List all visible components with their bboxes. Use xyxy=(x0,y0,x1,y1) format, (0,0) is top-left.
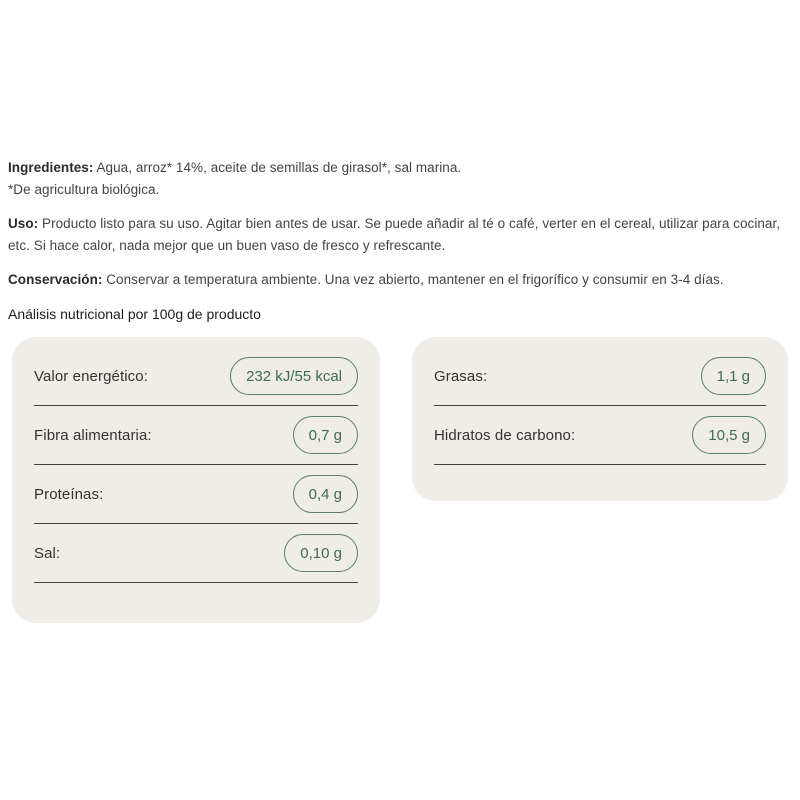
ingredients-label: Ingredientes: xyxy=(8,160,94,175)
nutrition-heading: Análisis nutricional por 100g de producto xyxy=(8,306,261,322)
table-row xyxy=(434,347,766,406)
table-row xyxy=(34,465,358,524)
nutrient-value: 232 kJ/55 kcal xyxy=(246,367,342,385)
nutrient-value: 0,4 g xyxy=(308,485,342,503)
nutrient-value: 0,7 g xyxy=(308,426,342,444)
usage-text: Producto listo para su uso. Agitar bien antes de usar. Se puede añadir al té o café, verter en el cereal, utilizar para cocinar, etc. Si hace calor, nada mejor que un buen vaso de fresco y refrescante. xyxy=(8,216,781,253)
ingredients-text: Agua, arroz* 14%, aceite de semillas de girasol*, sal marina. xyxy=(96,160,462,175)
table-row xyxy=(434,406,766,465)
nutrient-label: Grasas: xyxy=(434,367,488,385)
ingredients-paragraph xyxy=(8,157,792,201)
usage-label: Uso: xyxy=(8,216,39,231)
nutrient-value-pill xyxy=(284,534,358,572)
nutrient-label: Fibra alimentaria: xyxy=(34,426,152,444)
nutrient-value: 1,1 g xyxy=(716,367,750,385)
table-row xyxy=(34,524,358,583)
nutrient-value-pill xyxy=(230,357,358,395)
nutrient-label: Valor energético: xyxy=(34,367,148,385)
nutrient-value-pill xyxy=(293,416,358,454)
nutrient-value-pill xyxy=(701,357,766,395)
nutrient-label: Proteínas: xyxy=(34,485,104,503)
storage-paragraph xyxy=(8,269,792,291)
storage-label: Conservación: xyxy=(8,272,103,287)
nutrition-panels xyxy=(12,337,792,623)
nutrient-value: 10,5 g xyxy=(708,426,750,444)
nutrient-value: 0,10 g xyxy=(300,544,342,562)
nutrition-panel-left xyxy=(12,337,380,623)
nutrient-value-pill xyxy=(293,475,358,513)
organic-note: *De agricultura biológica. xyxy=(8,182,160,197)
nutrition-panel-right xyxy=(412,337,788,501)
table-row xyxy=(34,347,358,406)
storage-text: Conservar a temperatura ambiente. Una vez abierto, mantener en el frigorífico y consumir en 3-4 días. xyxy=(106,272,724,287)
nutrient-value-pill xyxy=(692,416,766,454)
nutrient-label: Hidratos de carbono: xyxy=(434,426,576,444)
usage-paragraph xyxy=(8,213,792,257)
table-row xyxy=(34,406,358,465)
nutrient-label: Sal: xyxy=(34,544,61,562)
